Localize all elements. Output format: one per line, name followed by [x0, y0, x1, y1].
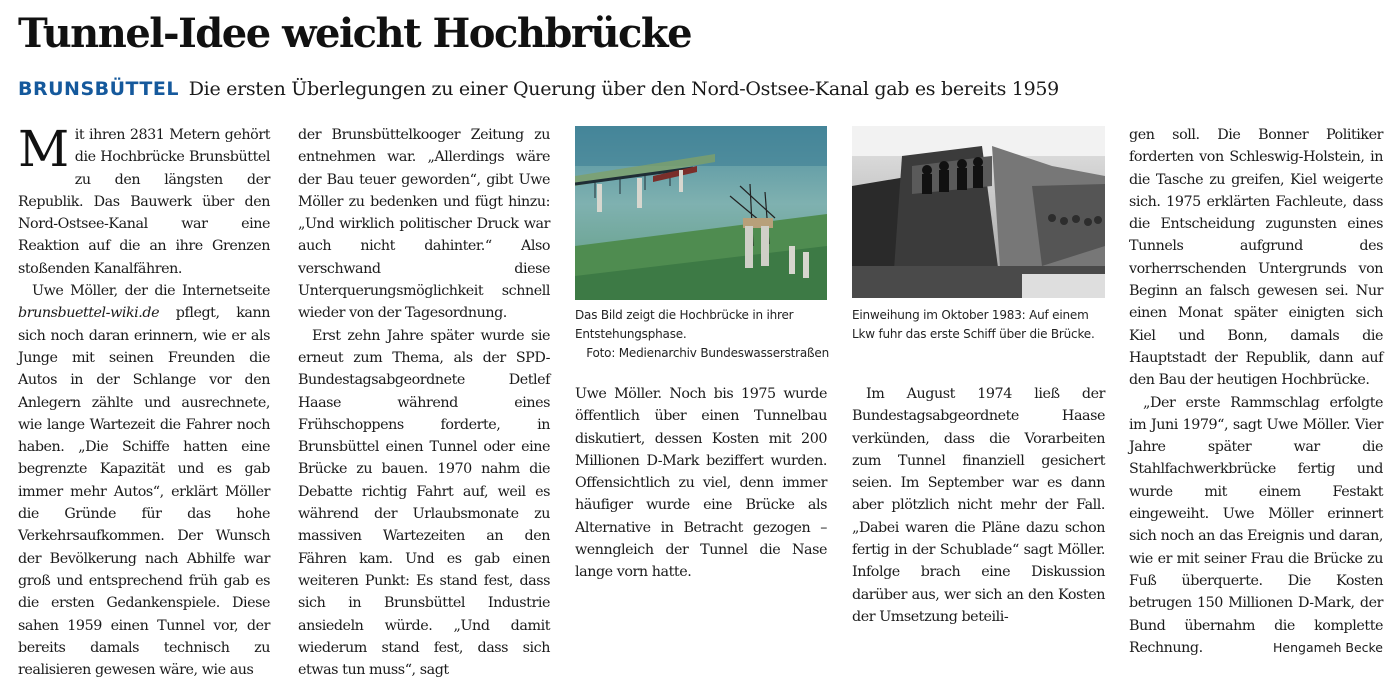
paragraph-text: Uwe Möller, der die Internetseite	[32, 283, 270, 300]
paragraph-text: „Der erste Rammschlag erfolgte im Juni 1979“, sagt Uwe Möller. Vier Jahre später war die Stahlfachwerkbrücke fertig und wurde mit einem Festakt eingeweiht. Uwe Möller erinnert sich noch an das Ereignis und daran, wie er mit seiner Frau die Brücke zu Fuß überquerte. Die Kosten betrugen 150 Millionen D-Mark, der Bund übernahm die komplette Rechnung.	[1129, 394, 1383, 656]
caption-text: Das Bild zeigt die Hochbrücke in ihrer Entstehungsphase.	[575, 308, 794, 341]
website-reference: brunsbuettel-wiki.de	[18, 305, 160, 322]
text-column-3	[575, 383, 827, 584]
location-kicker: BRUNSBÜTTEL	[18, 78, 179, 100]
paragraph: Erst zehn Jahre später wurde sie erneut zum Thema, als der SPD-Bundestagsabgeordnete Detlef Haase während eines Frühschoppens forderte, in Brunsbüttel einen Tunnel oder eine Brücke zu bauen. 1970 nahm die Debatte richtig Fahrt auf, weil es während der Urlaubsmonate zu massiven Wartezeiten an den Fähren kam. Und es gab einen weiteren Punkt: Es stand fest, dass sich in Brunsbüttel Industrie ansiedeln würde. „Und damit wiederum stand fest, dass sich etwas tun muss“, sagt	[298, 327, 550, 679]
text-column-2	[298, 124, 550, 681]
paragraph: Uwe Möller. Noch bis 1975 wurde öffentlich über einen Tunnelbau diskutiert, dessen Kosten mit 200 Millionen D-Mark beziffert wurden. Offensichtlich zu viel, denn immer häufiger wurde eine Brücke als Alternative in Betracht gezogen – wenngleich der Tunnel die Nase lange vorn hatte.	[575, 386, 827, 581]
subline-text: Die ersten Überlegungen zu einer Querung über den Nord-Ostsee-Kanal gab es bereits 1959	[188, 78, 1059, 100]
paragraph-text: pflegt, kann sich noch daran erinnern, wie er als Junge mit seinen Freunden die Autos in der Schlange vor den Anlegern zählte und ausrechnete, wie lange Wartezeit die Fahrer noch haben. „Die Schiffe hatten eine begrenzte Kapazität und es gab immer mehr Autos“, erklärt Möller die Gründe für das hohe Verkehrsaufkommen. Der Wunsch der Bevölkerung nach Abhilfe war groß und entsprechend früh gab es die ersten Gedankenspiele. Diese sahen 1959 einen Tunnel vor, der bereits damals technisch zu realisieren gewesen wäre, wie aus	[18, 305, 270, 679]
author-byline: Hengameh Becke	[1273, 639, 1383, 655]
bridge-construction-image	[575, 126, 827, 300]
article-subline	[18, 76, 1059, 102]
text-column-1	[18, 120, 270, 681]
paragraph: gen soll. Die Bonner Politiker forderten von Schleswig-Holstein, in die Tasche zu greifen, Kiel weigerte sich. 1975 erklärten Fachleute, dass die Entscheidung zugunsten eines Tunnels aufgrund des vorherrschenden Untergrunds von Beginn an falsch gewesen sei. Nur einen Monat später einigten sich Kiel und Bonn, damals die Hauptstadt der Republik, dann auf den Bau der heutigen Hochbrücke.	[1129, 127, 1383, 389]
photo-2-caption: Einweihung im Oktober 1983: Auf einem Lkw fuhr das erste Schiff über die Brücke.	[852, 308, 1095, 341]
drop-cap: M	[18, 120, 69, 178]
text-column-4	[852, 383, 1105, 628]
photo-credit: Foto: Medienarchiv Bundeswasserstraßen	[586, 346, 829, 360]
paragraph	[1129, 392, 1383, 660]
article-headline: Tunnel-Idee weicht Hochbrücke	[18, 10, 692, 57]
text-column-5	[1129, 124, 1383, 659]
bridge-construction-photo	[575, 126, 827, 300]
paragraph: der Brunsbüttelkooger Zeitung zu entnehmen war. „Allerdings wäre der Bau teuer geworden“, gibt Uwe Möller zu bedenken und fügt hinzu: „Und wirklich politischer Druck war auch nicht dahinter.“ Also verschwand diese Unterquerungsmöglichkeit schnell wieder von der Tagesordnung.	[298, 127, 550, 322]
paragraph: Im August 1974 ließ der Bundestagsabgeordnete Haase verkünden, dass die Vorarbeiten zum Tunnel finanziell gesichert seien. Im September war es dann aber plötzlich nicht mehr der Fall. „Dabei waren die Pläne dazu schon fertig in der Schublade“ sagt Möller. Infolge brach eine Diskussion darüber aus, wer sich an den Kosten der Umsetzung beteili-	[852, 386, 1105, 625]
paragraph	[18, 120, 270, 280]
inauguration-image	[852, 126, 1105, 298]
paragraph	[18, 280, 270, 681]
inauguration-photo	[852, 126, 1105, 298]
photo-1-caption	[575, 306, 829, 363]
paragraph-text: it ihren 2831 Metern gehört die Hochbrücke Brunsbüttel zu den längsten der Republik. Das Bauwerk über den Nord-Ostsee-Kanal war eine Reaktion auf die an ihre Grenzen stoßenden Kanalfähren.	[18, 127, 270, 277]
